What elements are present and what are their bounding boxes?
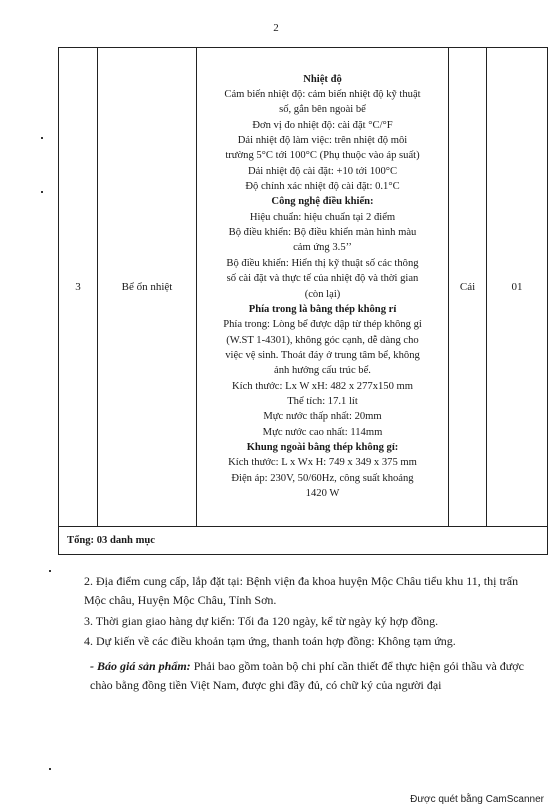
quotation-label: - Báo giá sản phẩm: <box>90 659 191 673</box>
total-label: Tổng: 03 danh mục <box>59 527 548 555</box>
equipment-table <box>58 47 548 555</box>
spec-line: Dải nhiệt độ cài đặt: +10 tới 100°C <box>247 165 398 177</box>
spec-line: Điện áp: 230V, 50/60Hz, công suất khoảng <box>231 472 414 484</box>
spec-line: Hiệu chuẩn: hiệu chuẩn tại 2 điểm <box>249 211 396 223</box>
spec-heading: Nhiệt độ <box>303 73 342 85</box>
spec-line: số cài đặt và thực tế của nhiệt độ và thời gian <box>226 273 419 285</box>
spec-line: Bộ điều khiển: Bộ điều khiển màn hình màu <box>228 227 417 239</box>
total-row <box>59 527 548 555</box>
scan-speck <box>41 137 43 139</box>
spec-line: Bộ điều khiển: Hiển thị kỹ thuật số các thông <box>226 257 419 269</box>
spec-line: Kích thước: Lx W xH: 482 x 277x150 mm <box>231 380 414 392</box>
spec-heading: Công nghệ điều khiển: <box>271 196 374 208</box>
page-number: 2 <box>273 22 279 34</box>
quotation-requirement-text <box>90 657 530 695</box>
spec-line: Kích thước: L x Wx H: 749 x 349 x 375 mm <box>228 457 417 469</box>
spec-line: Mực nước thấp nhất: 20mm <box>263 411 382 423</box>
spec-line: (còn lại) <box>304 288 341 300</box>
scan-speck <box>41 191 43 193</box>
payment-terms-text: 4. Dự kiến về các điều khoản tạm ứng, thanh toán hợp đồng: Không tạm ứng. <box>84 634 456 648</box>
spec-line: việc vệ sinh. Thoát đáy ở trung tâm bể, không <box>225 349 420 361</box>
spec-line: Dải nhiệt độ làm việc: trên nhiệt độ môi <box>237 135 408 147</box>
cell-item-name: Bể ổn nhiệt <box>98 48 197 527</box>
spec-line: Độ chính xác nhiệt độ cài đặt: 0.1°C <box>245 181 400 193</box>
spec-line: 1420 W <box>305 487 340 499</box>
scan-speck <box>49 768 51 770</box>
spec-line: Cảm biến nhiệt độ: cảm biến nhiệt độ kỹ thuật <box>224 89 421 101</box>
spec-line: Đơn vị đo nhiệt độ: cài đặt °C/°F <box>252 119 393 131</box>
cell-specifications <box>197 48 449 527</box>
cell-unit: Cái <box>449 48 487 527</box>
cell-quantity: 01 <box>487 48 548 527</box>
spec-heading: Phía trong là bằng thép không rỉ <box>248 303 397 315</box>
scan-speck <box>49 570 51 572</box>
spec-line: trường 5°C tới 100°C (Phụ thuộc vào áp suất) <box>225 150 420 162</box>
spec-line: Phía trong: Lòng bể được dập từ thép không gỉ <box>223 319 422 331</box>
delivery-time-text: 3. Thời gian giao hàng dự kiến: Tối đa 120 ngày, kể từ ngày ký hợp đồng. <box>84 614 439 628</box>
camscanner-watermark: Được quét bằng CamScanner <box>410 794 544 805</box>
delivery-location-text: 2. Địa điểm cung cấp, lắp đặt tại: Bệnh viện đa khoa huyện Mộc Châu tiểu khu 11, thị trấn Mộc châu, Huyện Mộc Châu, Tỉnh Sơn. <box>84 574 519 607</box>
spec-line: số, gắn bên ngoài bể <box>279 104 366 116</box>
spec-line: Thể tích: 17.1 lít <box>287 395 358 407</box>
spec-line: Mực nước cao nhất: 114mm <box>262 426 383 438</box>
quotation-body: Phải bao gồm toàn bộ chi phí cần thiết để thực hiện gói thầu và được chào bằng đồng tiền Việt Nam, được ghi đầy đủ, có chữ ký của người đại <box>90 659 524 692</box>
spec-line: ảnh hưởng cấu trúc bể. <box>274 365 371 377</box>
cell-stt: 3 <box>59 48 98 527</box>
table-row <box>59 48 548 527</box>
spec-heading: Khung ngoài bằng thép không gỉ: <box>246 441 399 453</box>
spec-line: (W.ST 1-4301), không góc cạnh, dễ dàng cho <box>226 334 419 346</box>
spec-line: cảm ứng 3.5’’ <box>293 242 352 254</box>
